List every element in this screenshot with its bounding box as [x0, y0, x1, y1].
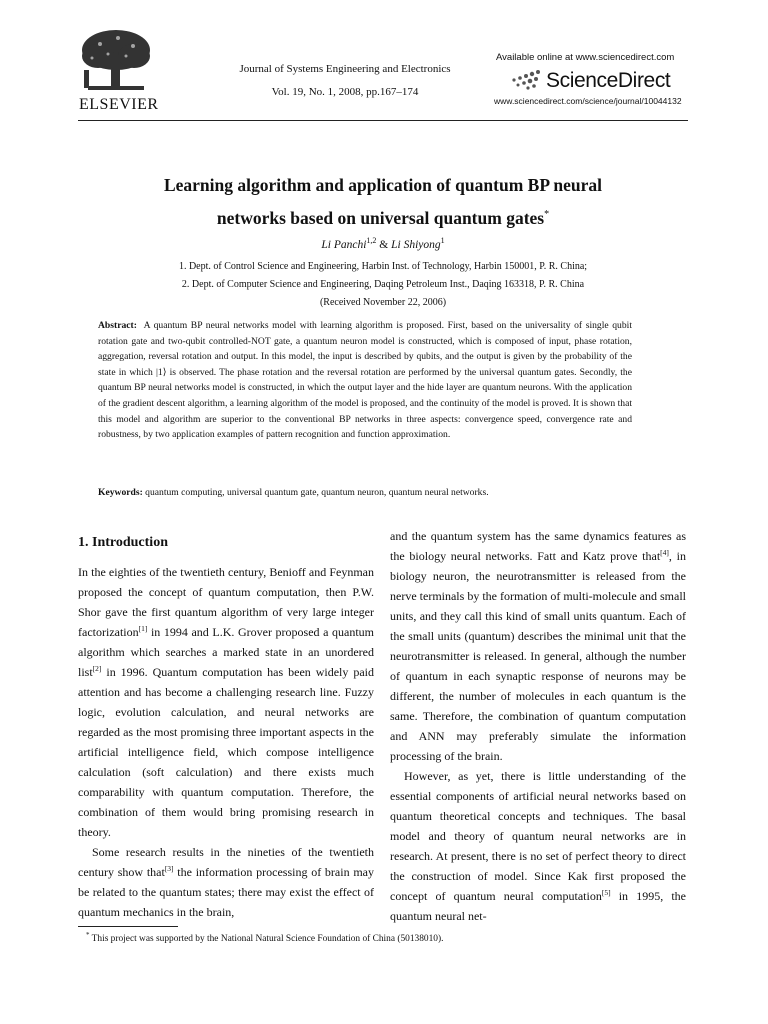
abstract-text: A quantum BP neural networks model with learning algorithm is proposed. First, based on the universality of single qubit rotation gate and two-qubit controlled-NOT gate, a quantum neuron model is constructed, which is composed of input, phase rotation, aggregation, reversal rotation and output. In this model, the input is described by qubits, and the output is given by the probability of the state in which |1⟩ is observed. The phase rotation and the reversal rotation are performed by the universal quantum gates. Secondly, the quantum BP neural networks model is constructed, in which the output layer and the hide layer are quantum neurons. With the application of the gradient descent algorithm, a learning algorithm of the model is proposed, and the continuity of the model is proved. It is shown that this model and algorithm are superior to the conventional BP networks in three aspects: convergence speed, convergence rate and robustness, by two application examples of pattern recognition and function approximation.: [98, 320, 632, 441]
text-run: and the quantum system has the same dynamics features as the biology neural networks. Fatt and Katz prove that: [390, 529, 686, 563]
header-divider: [78, 120, 688, 121]
text-run: in 1994 and L.K. Grover proposed a quantum algorithm which searches a marked state in an unordered list: [78, 625, 374, 679]
author-2-affil: 1: [440, 236, 445, 245]
affiliation-2: 2. Dept. of Computer Science and Engineering, Daqing Petroleum Inst., Daqing 163318, P. R. China: [181, 279, 585, 290]
paper-title: [78, 170, 688, 233]
footnote-divider: [78, 926, 178, 927]
received-date: (Received November 22, 2006): [319, 297, 447, 308]
title-footnote-mark: *: [544, 209, 550, 220]
citation-1: [1]: [138, 624, 148, 633]
abstract-label: Abstract:: [98, 320, 137, 331]
publisher-name: ELSEVIER: [79, 96, 159, 113]
text-run: However, as yet, there is little understanding of the essential components of artificial neural networks based on quantum theoretical concepts and techniques. The basal model and theory of quantum neural networks are in research. At present, there is no set of perfect theory to direct the construction of model. Since Kak first proposed the concept of quantum neural computation: [390, 769, 686, 903]
citation-5: [5]: [601, 888, 611, 897]
keywords: [98, 487, 632, 498]
elsevier-tree-logo-icon: [78, 26, 154, 96]
section-heading-introduction: 1. Introduction: [78, 535, 168, 550]
left-column: [78, 562, 374, 922]
keywords-label: Keywords:: [98, 487, 143, 498]
affiliation-1: 1. Dept. of Control Science and Engineering, Harbin Inst. of Technology, Harbin 150001, P. R. China;: [178, 261, 588, 272]
affiliations: [78, 258, 688, 312]
footnote: [86, 931, 686, 944]
abstract: [98, 318, 632, 443]
sciencedirect-url: www.sciencedirect.com/science/journal/10044132: [494, 96, 682, 106]
text-run: In the eighties of the twentieth century, Benioff and Feynman proposed the concept of quantum computation, then P.W. Shor gave the first quantum algorithm of very large integer factorization: [78, 565, 374, 639]
text-run: , in biology neuron, the neurotransmitter is released from the nerve terminals by the formation of multi-molecule and small units, and they call this kind of small units quantum. Each of the small units (quantum) describes the minimal unit that the neurotransmitter is released. In general, although the number of quantum in each synaptic response of neurons may be different, the number of molecules in each quantum is the same. Therefore, the combination of quantum computation and ANN may preferably simulate the information processing of the brain.: [390, 549, 686, 763]
keywords-text: quantum computing, universal quantum gate, quantum neuron, quantum neural networks.: [145, 487, 489, 498]
paragraph: [78, 562, 374, 842]
author-separator: &: [376, 238, 392, 251]
citation-2: [2]: [92, 664, 102, 673]
footnote-text: This project was supported by the National Natural Science Foundation of China (50138010).: [89, 934, 444, 945]
sciencedirect-dots-icon: [508, 68, 544, 92]
text-run: in 1996. Quantum computation has been widely paid attention and has become a challenging research line. Fuzzy logic, evolution calculation, and neural networks are regarded as the most promising three important aspects in the artificial intelligence field, which compose intelligence calculation (soft calculation) and there exists much comparability with quantum computation. Therefore, the combination of them would bring promising research in theory.: [78, 665, 374, 839]
text-run: Some research results in the nineties of the twentieth century show that: [78, 845, 374, 879]
author-1-affil: 1,2: [366, 236, 377, 245]
text-run: in 1995, the quantum neural net-: [390, 889, 686, 923]
title-line-2: networks based on universal quantum gates: [216, 207, 545, 228]
paragraph: [390, 766, 686, 926]
available-online-text: Available online at www.sciencedirect.com: [496, 52, 675, 63]
paragraph: [78, 842, 374, 922]
journal-name: Journal of Systems Engineering and Electronics: [239, 63, 451, 75]
author-list: [78, 236, 688, 251]
footnote-mark: *: [86, 931, 90, 939]
text-run: the information processing of brain may be related to the quantum states; there may exist the effect of quantum mechanics in the brain,: [78, 865, 374, 919]
sciencedirect-logo-text: ScienceDirect: [546, 69, 671, 92]
title-line-1: Learning algorithm and application of quantum BP neural: [163, 175, 603, 195]
paragraph: [390, 526, 686, 766]
journal-volume: Vol. 19, No. 1, 2008, pp.167–174: [271, 86, 419, 98]
author-2: Li Shiyong: [391, 238, 441, 251]
right-column: [390, 526, 686, 926]
journal-header: [200, 58, 490, 104]
citation-3: [3]: [164, 864, 174, 873]
citation-4: [4]: [660, 548, 669, 557]
author-1: Li Panchi: [321, 238, 367, 251]
